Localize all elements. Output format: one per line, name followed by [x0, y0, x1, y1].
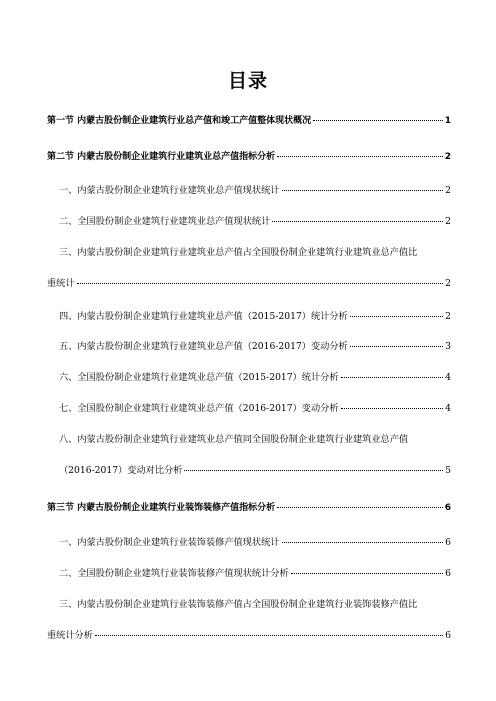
toc-page-number: 4 [445, 403, 451, 414]
toc-entry-text: 第一节 内蒙古股份制企业建筑行业总产值和竣工产值整体现状概况 [47, 116, 312, 126]
toc-entry[interactable] [47, 216, 451, 228]
toc-entry[interactable] [47, 403, 451, 415]
toc-entry[interactable] [47, 185, 451, 197]
toc-entry[interactable] [47, 568, 451, 580]
toc-page-number: 1 [444, 116, 451, 126]
toc-entry-text-continued: （2016-2017）变动对比分析 [59, 465, 183, 476]
toc-entry-section-3[interactable] [47, 502, 451, 514]
dot-leader [277, 507, 443, 508]
toc-entry-text: 二、全国股份制企业建筑行业建筑业总产值现状统计 [59, 216, 271, 227]
dot-leader [95, 635, 443, 636]
toc-entry[interactable] [47, 311, 451, 323]
toc-entry-text: 六、全国股份制企业建筑行业建筑业总产值（2015-2017）统计分析 [59, 372, 339, 383]
toc-page-number: 2 [445, 278, 451, 289]
dot-leader [341, 408, 444, 409]
toc-entry-text: 二、全国股份制企业建筑行业装饰装修产值现状统计分析 [59, 568, 289, 579]
dot-leader [350, 346, 443, 347]
toc-page-number: 2 [444, 152, 451, 162]
dot-leader [277, 156, 443, 157]
toc-entry[interactable] [47, 278, 451, 290]
toc-entry[interactable] [47, 465, 451, 477]
toc-entry-line[interactable] [47, 599, 451, 611]
toc-entry-text: 三、内蒙古股份制企业建筑行业建筑业总产值占全国股份制企业建筑行业建筑业总产值比 [59, 247, 418, 258]
toc-page-number: 2 [445, 311, 451, 322]
toc-entry-text-continued: 重统计分析 [47, 630, 93, 641]
toc-entry-line[interactable] [47, 247, 451, 259]
toc-page-number: 6 [445, 537, 451, 548]
toc-entry-line[interactable] [47, 434, 451, 446]
dot-leader [291, 573, 443, 574]
toc-page-number: 6 [445, 630, 451, 641]
toc-page-number: 4 [445, 372, 451, 383]
toc-entry-text: 一、内蒙古股份制企业建筑行业建筑业总产值现状统计 [59, 185, 280, 196]
dot-leader [282, 190, 444, 191]
dot-leader [282, 542, 444, 543]
toc-entry-text: 第二节 内蒙古股份制企业建筑行业建筑业总产值指标分析 [47, 152, 276, 162]
toc-page-number: 3 [445, 341, 451, 352]
dot-leader [184, 470, 443, 471]
dot-leader [77, 283, 444, 284]
toc-entry-text: 七、全国股份制企业建筑行业建筑业总产值（2016-2017）变动分析 [59, 403, 339, 414]
page-title: 目录 [227, 70, 268, 92]
dot-leader [341, 377, 444, 378]
toc-entry-text-continued: 重统计 [47, 278, 75, 289]
dot-leader [350, 316, 443, 317]
toc-page-number: 2 [445, 185, 451, 196]
toc-entry[interactable] [47, 341, 451, 353]
toc-entry-text: 四、内蒙古股份制企业建筑行业建筑业总产值（2015-2017）统计分析 [59, 311, 348, 322]
toc-entry-text: 八、内蒙古股份制企业建筑行业建筑业总产值同全国股份制企业建筑行业建筑业总产值 [59, 434, 409, 445]
toc-entry[interactable] [47, 537, 451, 549]
toc-entry-text: 一、内蒙古股份制企业建筑行业装饰装修产值现状统计 [59, 537, 280, 548]
toc-entry-section-2[interactable] [47, 151, 451, 163]
dot-leader [313, 120, 443, 121]
toc-page-number: 2 [445, 216, 451, 227]
dot-leader [272, 221, 443, 222]
toc-page-number: 6 [445, 568, 451, 579]
toc-entry-section-1[interactable] [47, 115, 451, 127]
toc-entry-text: 三、内蒙古股份制企业建筑行业装饰装修产值占全国股份制企业建筑行业装饰装修产值比 [59, 599, 418, 610]
toc-entry-text: 第三节 内蒙古股份制企业建筑行业装饰装修产值指标分析 [47, 503, 276, 513]
toc-entry-text: 五、内蒙古股份制企业建筑行业建筑业总产值（2016-2017）变动分析 [59, 341, 348, 352]
toc-page-number: 6 [444, 503, 451, 513]
toc-page-number: 5 [445, 465, 451, 476]
toc-entry[interactable] [47, 630, 451, 642]
toc-entry[interactable] [47, 372, 451, 384]
